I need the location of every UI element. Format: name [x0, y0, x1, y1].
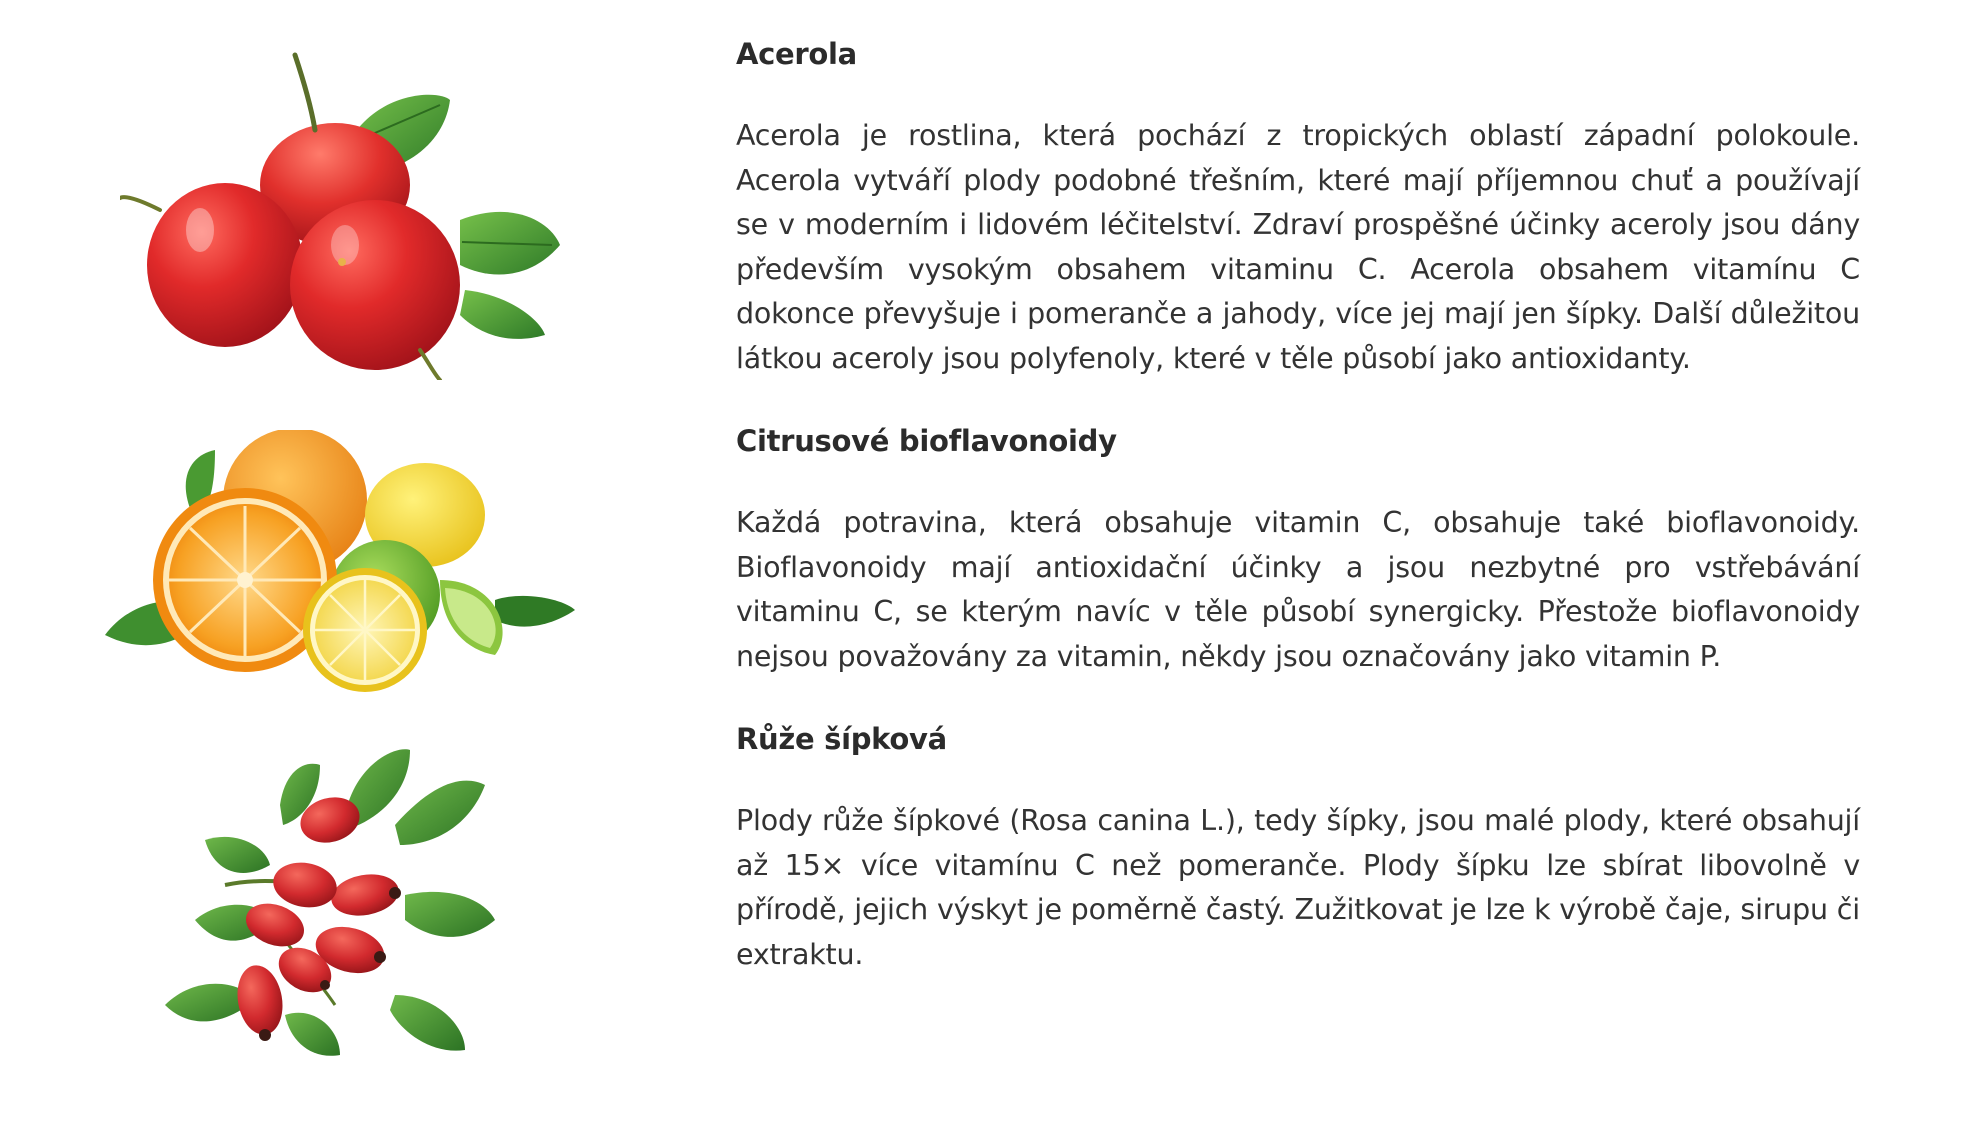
- section-acerola: [736, 32, 1860, 381]
- text-column: [736, 32, 1860, 1015]
- section-title: Citrusové bioflavonoidy: [736, 424, 1117, 458]
- section-title: Růže šípková: [736, 722, 947, 756]
- images-column: [0, 0, 700, 1124]
- citrus-image: [95, 430, 585, 700]
- section-body: Acerola je rostlina, která pochází z tropických oblastí západní polokoule. Acerola vytváří plody podobné třešním, které mají příjemnou chuť a používají se v moderním i lidovém léčitelství. Zdraví prospěšné účinky aceroly jsou dány především vysokým obsahem vitaminu C. Acerola obsahem vitamínu C dokonce převyšuje i pomeranče a jahody, více jej mají jen šípky. Další důležitou látkou aceroly jsou polyfenoly, které v těle působí jako antioxidanty.: [736, 119, 1860, 375]
- acerola-cherries-image: [120, 50, 580, 380]
- section-rosehip: [736, 717, 1860, 977]
- acerola-image: [120, 50, 580, 380]
- section-body: Plody růže šípkové (Rosa canina L.), tedy šípky, jsou malé plody, které obsahují až 15× více vitamínu C než pomeranče. Plody šípku lze sbírat libovolně v přírodě, jejich výskyt je poměrně častý. Zužitkovat je lze k výrobě čaje, sirupu či extraktu.: [736, 804, 1860, 971]
- section-title: Acerola: [736, 37, 857, 71]
- section-citrus-bioflavonoids: [736, 419, 1860, 679]
- citrus-fruits-image: [95, 430, 585, 700]
- section-body: Každá potravina, která obsahuje vitamin C, obsahuje také bioflavonoidy. Bioflavonoidy mají antioxidační účinky a jsou nezbytné pro vstřebávání vitaminu C, se kterým navíc v těle působí synergicky. Přestože bioflavonoidy nejsou považovány za vitamin, někdy jsou označovány jako vitamin P.: [736, 506, 1860, 673]
- rosehip-image: [165, 745, 525, 1085]
- rosehip-image: [165, 745, 525, 1085]
